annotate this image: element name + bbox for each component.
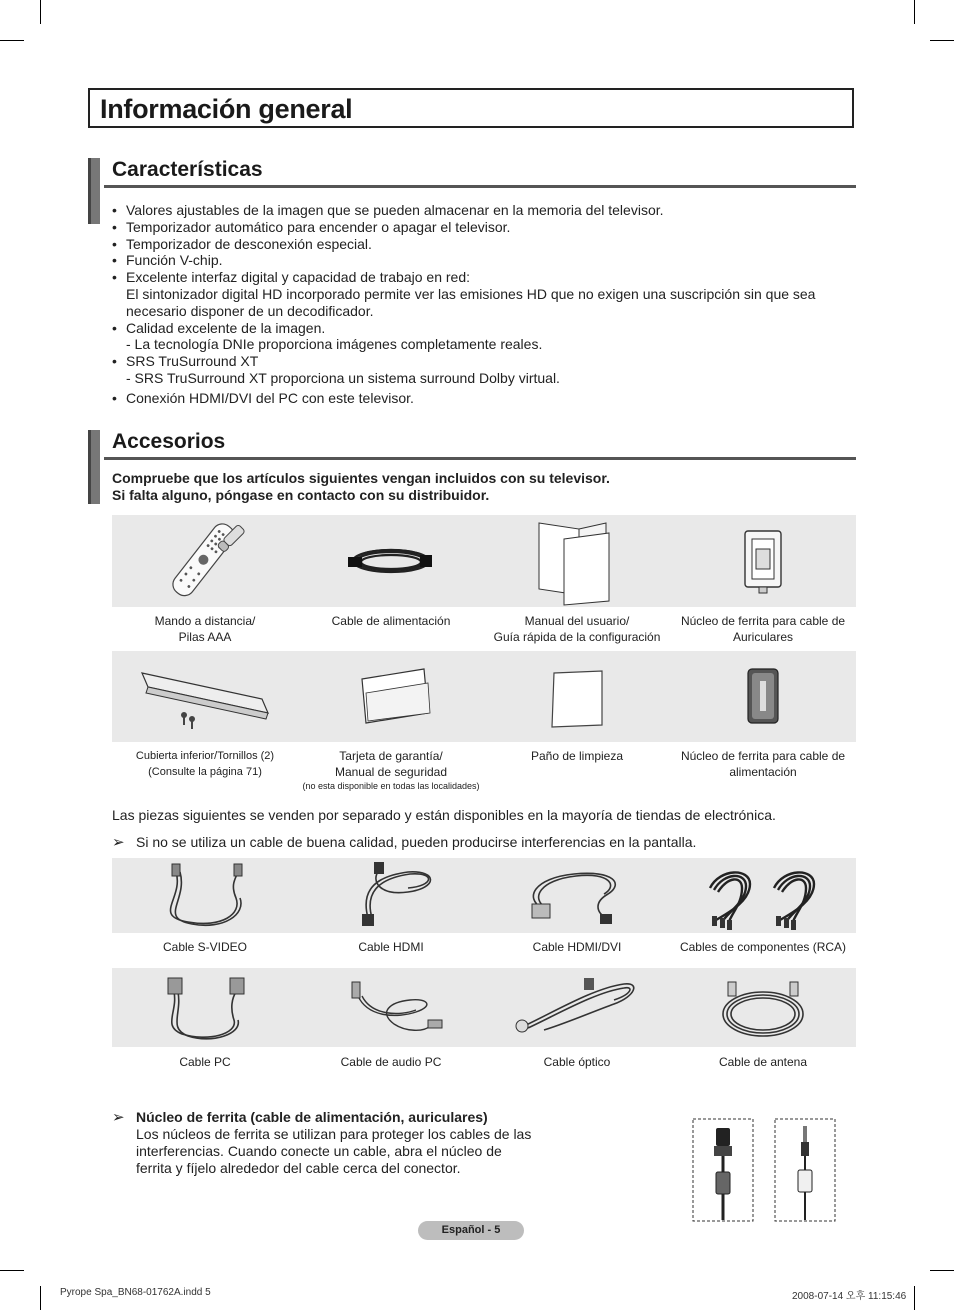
pc-cable-icon (112, 968, 298, 1047)
accessory-caption: Cable de antena (718, 1055, 808, 1069)
caption-line: Guía rápida de la configuración (493, 630, 661, 644)
features-list (112, 202, 832, 407)
hdmi-dvi-cable-icon (484, 858, 670, 933)
list-item (112, 202, 832, 219)
accessory-caption (298, 748, 484, 793)
optical-cable-icon (484, 968, 670, 1047)
list-item (112, 390, 832, 407)
accessory-row (112, 968, 856, 1070)
list-item (112, 269, 832, 319)
list-item-text: • Excelente interfaz digital y capacidad de trabajo en red: (126, 269, 470, 286)
accessory-caption (112, 613, 298, 645)
list-item (112, 252, 832, 269)
accessory-caption: Cable de audio PC (340, 1055, 442, 1069)
caption-line: Paño de limpieza (530, 749, 624, 763)
pc-audio-cable-icon (298, 968, 484, 1047)
accessory-caption (484, 748, 670, 764)
crop-mark (40, 1286, 41, 1310)
accessory-row (112, 651, 856, 799)
intro-line: Compruebe que los artículos siguientes vengan incluidos con su televisor. (112, 470, 610, 486)
intro-line: Si falta alguno, póngase en contacto con su distribuidor. (112, 486, 490, 503)
warranty-card-icon (298, 651, 484, 742)
section-marker (88, 158, 100, 224)
footer-file: Pyrope Spa_BN68-01762A.indd 5 (60, 1287, 211, 1298)
page-number-badge: Español - 5 (418, 1221, 524, 1240)
section-rule (104, 457, 856, 460)
caption-line: Cubierta inferior/Tornillos (2) (135, 750, 275, 762)
caption-line: Núcleo de ferrita para cable de (680, 614, 846, 628)
footer-date: 2008-07-14 오후 11:15:46 (792, 1291, 907, 1302)
accessory-row (112, 858, 856, 958)
accessory-caption: Cables de componentes (RCA) (679, 940, 847, 954)
caption-line: (Consulte la página 71) (148, 766, 262, 778)
sold-separately-text: Las piezas siguientes se venden por separado y están disponibles en la mayoría de tiendas de electrónica. (112, 807, 776, 823)
list-item-text: • Temporizador de desconexión especial. (126, 235, 372, 252)
caption-note: (no esta disponible en todas las localidades) (302, 781, 480, 791)
svideo-cable-icon (112, 858, 298, 933)
rca-cables-icon (670, 858, 856, 933)
ferrite-line: ferrita y fíjelo alrededor del cable cerca del conector. (136, 1159, 461, 1176)
crop-mark (914, 0, 915, 24)
accessory-caption (670, 613, 856, 645)
list-item-text: necesario disponer de un decodificador. (126, 302, 374, 319)
ferrite-line: interferencias. Cuando conecte un cable, abra el núcleo de (136, 1142, 502, 1159)
caption-line: Tarjeta de garantía/ (339, 749, 443, 763)
caption-line: Manual del usuario/ (524, 614, 630, 628)
ferrite-heading: Núcleo de ferrita (cable de alimentación, auriculares) (136, 1109, 488, 1125)
section-marker (88, 430, 100, 504)
accessory-caption: Cable PC (179, 1055, 231, 1069)
caption-line: Auriculares (732, 630, 794, 644)
caption-line: Mando a distancia/ (154, 614, 256, 628)
bottom-cover-icon (112, 651, 298, 742)
page-title-box (88, 88, 854, 128)
caption-line: Pilas AAA (178, 630, 232, 644)
note-arrow-icon: ➢ (112, 834, 125, 851)
caption-line: Cable de alimentación (331, 614, 451, 628)
list-item-text: • SRS TruSurround XT (126, 353, 259, 370)
page-title: Información general (100, 94, 353, 124)
list-item (112, 236, 832, 253)
list-item-text: El sintonizador digital HD incorporado permite ver las emisiones HD que no exigen una suscripción sin que sea (126, 285, 816, 302)
crop-mark (0, 40, 24, 41)
accessory-caption: Cable óptico (543, 1055, 611, 1069)
note-arrow-icon: ➢ (112, 1109, 125, 1126)
list-item-text: • Temporizador automático para encender o apagar el televisor. (126, 218, 511, 235)
list-item-text: • Valores ajustables de la imagen que se pueden almacenar en la memoria del televisor. (126, 202, 664, 218)
list-item (112, 353, 832, 387)
crop-mark (914, 1286, 915, 1310)
list-item (112, 219, 832, 236)
section-rule (104, 185, 856, 188)
accessory-caption (484, 613, 670, 645)
accessories-heading: Accesorios (112, 430, 226, 453)
crop-mark (40, 0, 41, 24)
features-heading: Características (112, 158, 263, 181)
headphone-plug-ferrite-icon (774, 1118, 836, 1222)
cable-note-text: Si no se utiliza un cable de buena calidad, pueden producirse interferencias en la pantalla. (136, 834, 697, 850)
manual-icon (484, 515, 670, 607)
ferrite-core-icon (670, 515, 856, 607)
accessory-caption: Cable HDMI/DVI (532, 940, 622, 954)
remote-icon (112, 515, 298, 607)
list-item-text: • Conexión HDMI/DVI del PC con este televisor. (126, 389, 414, 406)
caption-line: alimentación (729, 765, 797, 779)
accessory-row (112, 515, 856, 645)
ferrite-core-icon (670, 651, 856, 742)
list-item-text: • Calidad excelente de la imagen. (126, 319, 326, 336)
list-item (112, 320, 832, 354)
accessory-caption: Cable HDMI (358, 940, 424, 954)
power-plug-ferrite-icon (692, 1118, 754, 1222)
list-item-text: - SRS TruSurround XT proporciona un sistema surround Dolby virtual. (126, 369, 560, 386)
caption-line: Núcleo de ferrita para cable de (680, 749, 846, 763)
caption-line: Manual de seguridad (334, 765, 448, 779)
hdmi-cable-icon (298, 858, 484, 933)
antenna-cable-icon (670, 968, 856, 1047)
ferrite-text (136, 1126, 531, 1176)
crop-mark (930, 40, 954, 41)
ferrite-line: Los núcleos de ferrita se utilizan para proteger los cables de las (136, 1126, 532, 1142)
power-cable-icon (298, 515, 484, 607)
list-item-text: • Función V-chip. (126, 252, 223, 269)
accessory-caption (112, 748, 298, 780)
accessory-caption: Cable S-VIDEO (162, 940, 248, 954)
cleaning-cloth-icon (484, 651, 670, 742)
crop-mark (930, 1270, 954, 1271)
accessory-caption (298, 613, 484, 629)
accessories-intro (112, 470, 610, 503)
list-item-text: - La tecnología DNIe proporciona imágenes completamente reales. (126, 336, 543, 353)
crop-mark (0, 1270, 24, 1271)
accessory-caption (670, 748, 856, 780)
